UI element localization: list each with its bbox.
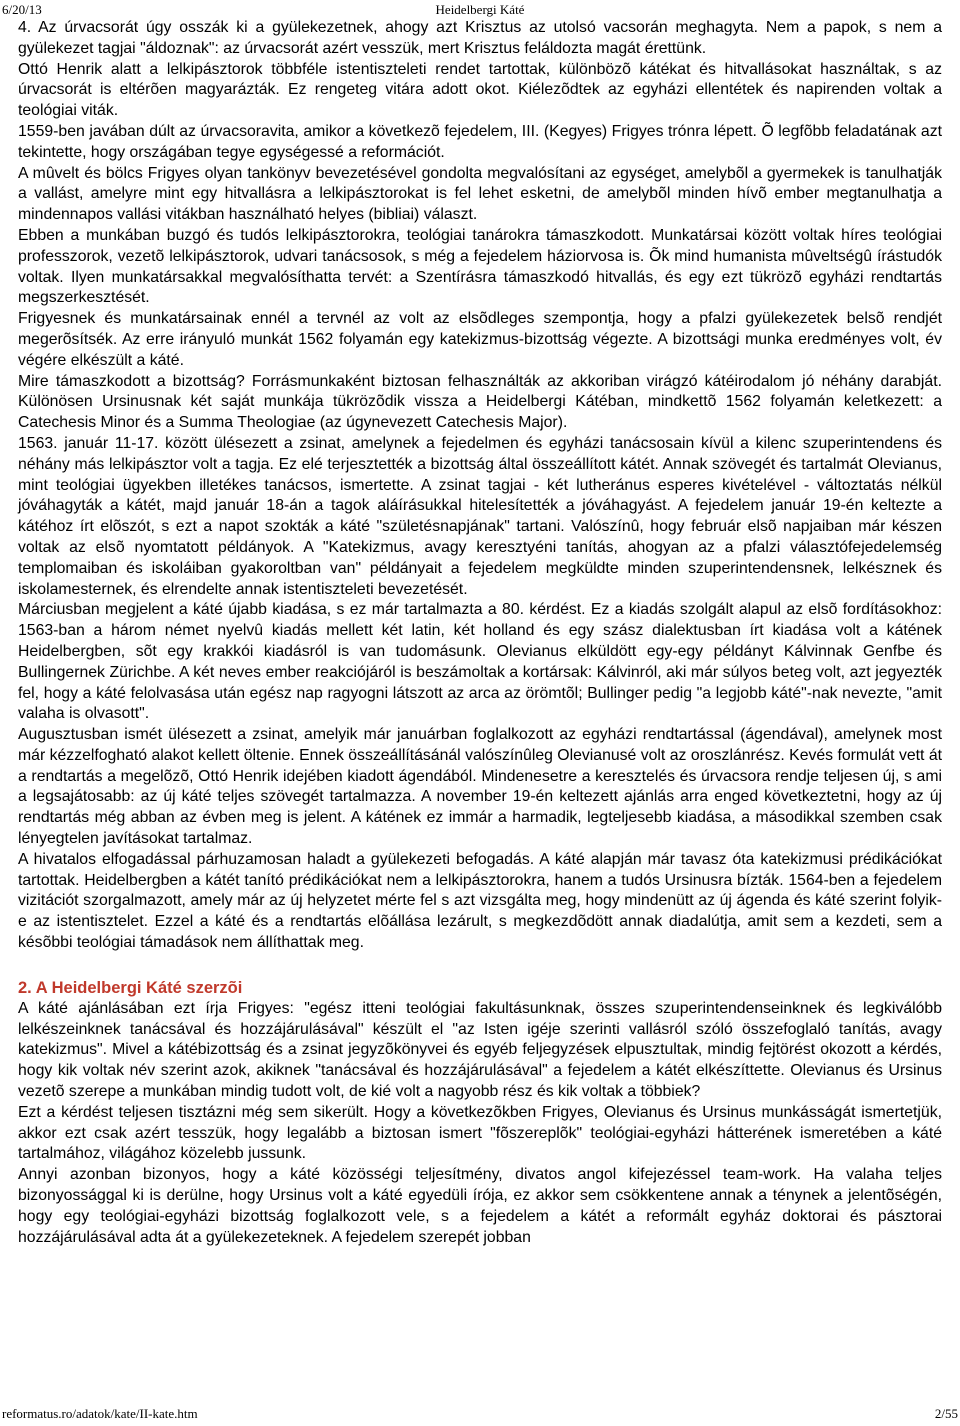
paragraph: A hivatalos elfogadással párhuzamosan haladt a gyülekezeti befogadás. A káté alapján már tavasz óta katekizmusi prédikációkat tartottak. Heidelbergben a kátét tanító prédikációkat nem a lelkipásztorokra, hanem a tudós Ursinusra bízták. 1564-ben a fejedelem vizitációt szorgalmazott, amely már az új helyzetet mérte fel s azt vizsgálta meg, hogy mindenütt az új ágenda és káté szerint folyik-e az istentisztelet. Ezzel a káté és a rendtartás elõállása lezárult, s megkezdõdött annak diadalútja, amit sem a kezdeti, sem a késõbbi teológiai támadások nem állíthattak meg. (18, 850, 942, 952)
paragraph: Ezt a kérdést teljesen tisztázni még sem sikerült. Hogy a következõkben Frigyes, Olevianus és Ursinus munkásságát ismertetjük, akkor ezt csak azért tesszük, hogy legalább a biztosan ismert "fõszereplõk" teológiai-egyházi hátterének ismeretében a káté tartalmához, világához közelebb jussunk. (18, 1103, 942, 1163)
paragraph: Annyi azonban bizonyos, hogy a káté közösségi teljesítmény, divatos angol kifejezéssel team-work. Ha valaha teljes bizonyossággal ki is derülne, hogy Ursinus volt a káté egyedüli írója, ez akkor sem csökkentene annak a ténynek a jelentõségén, hogy egy teológiai-egyházi bizottság foglalkozott vele, s a fejedelem a kátét a reformált egyház doktorai és pásztorai hozzájárulásával adta át a gyülekezeteknek. A fejedelem szerepét jobban (18, 1166, 942, 1246)
page-number: 2/55 (934, 1406, 958, 1421)
paragraph: 4. Az úrvacsorát úgy osszák ki a gyülekezetnek, ahogy azt Krisztus az utolsó vacsorán meghagyta. Nem a papok, s nem a gyülekezet tagjai "áldoznak": az úrvacsorát azért vesszük, mert Krisztus feláldozta magát érettünk. (18, 19, 942, 57)
document-body (18, 18, 942, 1248)
paragraph: Augusztusban ismét ülésezett a zsinat, amelyik már januárban foglalkozott az egyházi rendtartással (ágendával), amelynek most már kézzelfogható alakot kellett öltenie. Ennek összeállításánál valószínûleg Olevianusé volt az oroszlánrész. Kevés formulát vett át a rendtartás a megelõzõ, Ottó Henrik idejében kiadott ágendából. Mindenesetre a keresztelés és úrvacsora rendje teljesen új, s ami a legsajátosabb: az új káté teljes szövegét tartalmazza. A november 19-én keltezett ajánlás arra enged következtetni, hogy az új rendtartás még abban az évben meg is jelent. A kátének ez immár a harmadik, legteljesebb kiadása, a másodikkal szemben csak lényegtelen javításokat tartalmaz. (18, 726, 942, 848)
page-footer (0, 1406, 960, 1422)
paragraph: Frigyesnek és munkatársainak ennél a tervnél az volt az elsõdleges szempontja, hogy a pfalzi gyülekezetek belsõ rendjét megerõsítsék. Az erre irányuló munkát 1562 folyamán egy katekizmus-bizottság végezte. A bizottsági munka eredményes volt, év végére elkészült a káté. (18, 310, 942, 369)
paragraph: 1559-ben javában dúlt az úrvacsoravita, amikor a következõ fejedelem, III. (Kegyes) Frigyes trónra lépett. Õ legfõbb feladatának azt tekintette, hogy országában tegye egységessé a reformációt. (18, 122, 942, 161)
paragraph: Márciusban megjelent a káté újabb kiadása, s ez már tartalmazta a 80. kérdést. Ez a kiadás szolgált alapul az elsõ fordításokhoz: 1563-ban a három német nyelvû kiadás mellett két latin, két holland és egy szász dialektusban írt kiadása volt a kátének Heidelbergben, sõt egy krakkói kiadásról is van tudomásunk. Olevianus elküldött egy-egy példányt Kálvinnak Genfbe és Bullingernek Zürichbe. A két neves ember reakciójáról is beszámoltak a kortársak: Kálvinról, aki már súlyos beteg volt, azt jegyezték fel, hogy a káté felolvasása után egész nap ragyogni látszott az arca az örömtõl; Bullinger pedig "a legjobb káté"-nak nevezte, "amit valaha is olvasott". (18, 601, 942, 723)
paragraph: 1563. január 11-17. között ülésezett a zsinat, amelynek a fejedelmen és egyházi tanácsosain kívül a kilenc szuperintendens és néhány más lelkipásztor volt a tagja. Ez elé terjesztették a bizottság által összeállított kátét. Annak szövegét és tartalmát Olevianus, mint teológiai ügyekben illetékes tanácsos, ismertette. A zsinat tagjai - két lutheránus esperes kivételével - változtatás nélkül jóváhagyták a kátét, majd január 18-án a tagok aláírásukkal hitelesítették a jóváhagyást. A fejedelem január 19-én keltezte a kátéhoz írt elõszót, s ezt a napot szokták a káté "születésnapjának" tartani. Valószínû, hogy február elsõ napjaiban már készen voltak az elsõ nyomtatott példányok. A "Katekizmus, avagy keresztyéni tanítás, ahogyan az a pfalzi választófejedelemség templomaiban és iskoláiban gyakoroltban van" példányait a fejedelem megküldte minden szuperintendensnek, lelkésznek és iskolamesternek, és elrendelte annak istentiszteleti bevezetését. (18, 434, 942, 598)
header-title: Heidelbergi Káté (435, 2, 525, 17)
paragraph: Ebben a munkában buzgó és tudós lelkipásztorokra, teológiai tanárokra támaszkodott. Munkatársai között voltak híres teológiai professzorok, vezetõ lelkipásztorok, udvari tanácsosok, s még a fejedelem háziorvosa is. Õk mind humanista mûveltségû írástudók voltak. Ilyen munkatársakkal megvalósíthatta tervét: a Szentírásra támaszkodó hitvallás, és egy ezt tükrözõ egyházi rendtartás megszerkesztését. (18, 226, 942, 307)
paragraph: Mire támaszkodott a bizottság? Forrásmunkaként biztosan felhasználták az akkoriban virágzó kátéirodalom jó néhány darabját. Különösen Ursinusnak két saját munkája tükrözõdik vissza a Heidelbergi Kátéban, mindkettõ 1562 folyamán keletkezett: a Catechesis Minor és a Summa Theologiae (az úgynevezett Catechesis Major). (18, 372, 942, 432)
paragraph: Ottó Henrik alatt a lelkipásztorok többféle istentiszteleti rendet tartottak, különbözõ kátékat és hitvallásokat használtak, s az úrvacsorát is eltérõen magyarázták. Ez rengeteg vitára adott okot. Kiélezõdtek az egyházi ellentétek és napirenden voltak a teológiai viták. (18, 60, 942, 120)
page-header (0, 2, 960, 18)
paragraph: A mûvelt és bölcs Frigyes olyan tankönyv bevezetésével gondolta megvalósítani az egységet, amelybõl a gyermekek is tanulhatják a vallást, amelyre mint egy hitvallásra a lelkipásztorokat is fel lehet esketni, de amelybõl minden hívõ ember megtanulhatja a mindennapos vallási vitákban használható helyes (bibliai) választ. (18, 164, 942, 224)
section-heading: 2. A Heidelbergi Káté szerzõi (18, 978, 243, 997)
header-date: 6/20/13 (2, 2, 42, 17)
paragraph: A káté ajánlásában ezt írja Frigyes: "egész itteni teológiai fakultásunknak, összes szuperintendenseinknek és legkiválóbb lelkészeinknek tanácsával és hozzájárulásával" készült el "az Isten igéje szerinti vallásról szóló összefoglaló tanítás, avagy katekizmus". Mivel a kátébizottság és a zsinat jegyzõkönyvei és egyéb feljegyzések elpusztultak, mindig fejtörést okozott a kérdés, hogy kik voltak név szerint azok, akiknek "tanácsával és hozzájárulásával" a fejedelem a kátét elkészíttette. Olevianus és Ursinus vezetõ szerepe a munkában mindig tudott volt, de kié volt a nagyobb rész és kik voltak a többiek? (18, 999, 942, 1101)
footer-url: reformatus.ro/adatok/kate/II-kate.htm (2, 1406, 198, 1421)
